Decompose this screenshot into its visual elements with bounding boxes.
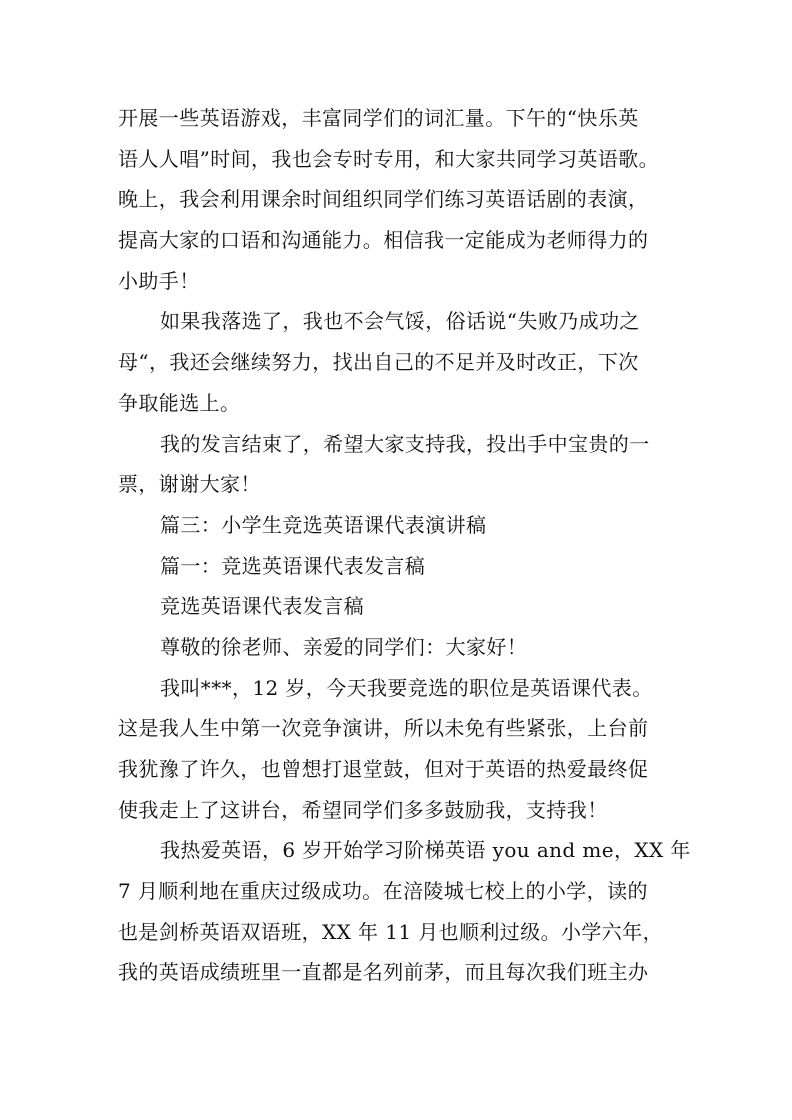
text-line: 提高大家的口语和沟通能力。相信我一定能成为老师得力的 xyxy=(118,228,649,253)
text-line: 小助手！ xyxy=(118,268,200,293)
text-line: 开展一些英语游戏，丰富同学们的词汇量。下午的“快乐英 xyxy=(118,106,639,130)
document-body xyxy=(118,98,691,993)
text-line: 7 月顺利地在重庆过级成功。在涪陵城七校上的小学，读的 xyxy=(118,879,648,904)
paragraph-first-line: 如果我落选了，我也不会气馁，俗话说“失败乃成功之 xyxy=(160,309,640,334)
text-line: 语人人唱”时间，我也会专时专用，和大家共同学习英语歌。 xyxy=(118,146,660,171)
section-heading: 篇三：小学生竞选英语课代表演讲稿 xyxy=(160,512,487,537)
text-line: 我犹豫了许久，也曾想打退堂鼓，但对于英语的热爱最终促 xyxy=(118,757,649,781)
text-line: 使我走上了这讲台，希望同学们多多鼓励我，支持我！ xyxy=(118,797,608,822)
text-line: 母“，我还会继续努力，找出自己的不足并及时改正，下次 xyxy=(118,350,639,375)
paragraph-first-line: 我热爱英语，6 岁开始学习阶梯英语 you and me，XX 年 xyxy=(160,838,691,863)
text-line: 晚上，我会利用课余时间组织同学们练习英语话剧的表演， xyxy=(118,187,649,212)
section-heading: 篇一：竞选英语课代表发言稿 xyxy=(160,553,426,578)
greeting-line: 尊敬的徐老师、亲爱的同学们：大家好！ xyxy=(160,634,528,659)
text-line: 这是我人生中第一次竞争演讲，所以未免有些紧张，上台前 xyxy=(118,716,649,741)
speech-title: 竞选英语课代表发言稿 xyxy=(160,594,364,619)
text-line: 争取能选上。 xyxy=(118,390,241,415)
paragraph-first-line: 我叫***，12 岁，今天我要竞选的职位是英语课代表。 xyxy=(160,675,653,700)
text-line: 票，谢谢大家！ xyxy=(118,472,261,497)
paragraph-first-line: 我的发言结束了，希望大家支持我，投出手中宝贵的一 xyxy=(160,431,650,456)
text-line: 我的英语成绩班里一直都是名列前茅，而且每次我们班主办 xyxy=(118,960,649,985)
text-line: 也是剑桥英语双语班，XX 年 11 月也顺利过级。小学六年， xyxy=(118,919,663,944)
